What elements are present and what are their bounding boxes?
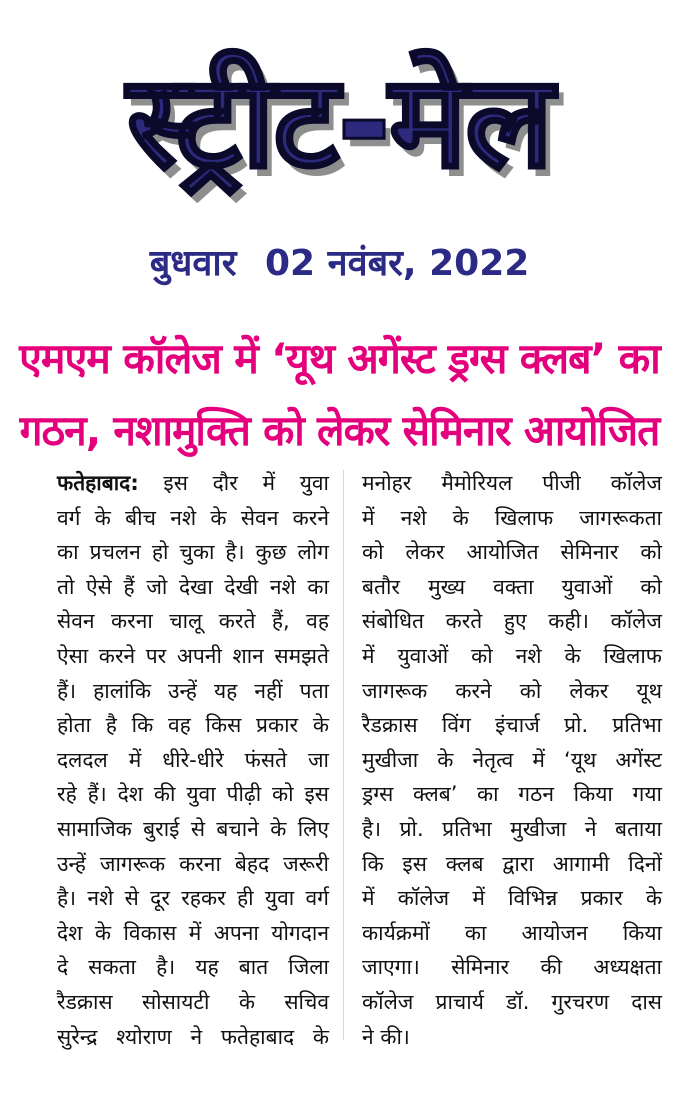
- article-line: हैं। हालांकि उन्हें यह नहीं पता: [57, 678, 329, 703]
- article-line: मुखीजा के नेतृत्व में ‘यूथ अगेंस्ट: [362, 747, 662, 772]
- article-line: सेवन करना चालू करते हैं, वह: [57, 609, 329, 634]
- masthead: [0, 28, 679, 218]
- article-line: रैडक्रास सोसायटी के सचिव: [57, 989, 329, 1014]
- article-line: कार्यक्रमों का आयोजन किया: [362, 920, 662, 945]
- article-line: सामाजिक बुराई से बचाने के लिए: [57, 816, 329, 841]
- article-line: है। नशे से दूर रहकर ही युवा वर्ग: [57, 886, 329, 911]
- article-line: उन्हें जागरूक करना बेहद जरूरी: [57, 851, 329, 876]
- article-line: सुरेन्द्र श्योराण ने फतेहाबाद के: [57, 1024, 329, 1049]
- article-line: संबोधित करते हुए कही। कॉलेज: [362, 609, 662, 634]
- article-line: ड्रग्स क्लब’ का गठन किया गया: [362, 782, 662, 807]
- article-line: होता है कि वह किस प्रकार के: [57, 713, 329, 738]
- article-line: तो ऐसे हैं जो देखा देखी नशे का: [57, 574, 329, 599]
- article-line: रैडक्रास विंग इंचार्ज प्रो. प्रतिभा: [362, 713, 662, 738]
- article-line: ने की।: [362, 1024, 410, 1049]
- masthead-title: स्ट्रीट-मेल: [127, 48, 552, 197]
- article-line: मनोहर मैमोरियल पीजी कॉलेज: [362, 471, 662, 495]
- headline-line-1: एमएम कॉलेज में ‘यूथ अगेंस्ट ड्रग्स क्लब’ का: [19, 334, 660, 383]
- article-line: में कॉलेज में विभिन्न प्रकार के: [362, 886, 662, 911]
- date-day: बुधवार: [149, 243, 237, 284]
- article-line: कि इस क्लब द्वारा आगामी दिनों: [362, 851, 662, 876]
- headline-line-2: गठन, नशामुक्ति को लेकर सेमिनार आयोजित: [19, 406, 660, 455]
- article-line: वर्ग के बीच नशे के सेवन करने: [57, 505, 329, 530]
- article-line: ऐसा करने पर अपनी शान समझते: [57, 643, 329, 668]
- article-line: में युवाओं को नशे के खिलाफ: [362, 643, 662, 668]
- article-line: रहे हैं। देश की युवा पीढ़ी को इस: [57, 782, 329, 807]
- article-column-left: [57, 466, 329, 1054]
- article-line: है। प्रो. प्रतिभा मुखीजा ने बताया: [362, 816, 662, 841]
- article-line: को लेकर आयोजित सेमिनार को: [362, 540, 662, 565]
- article-line: जाएगा। सेमिनार की अध्यक्षता: [362, 955, 662, 980]
- article-line: का प्रचलन हो चुका है। कुछ लोग: [57, 540, 329, 565]
- article-line: बतौर मुख्य वक्ता युवाओं को: [362, 574, 662, 599]
- article-line: [57, 466, 329, 501]
- article-dateline: फतेहाबाद:: [57, 471, 139, 495]
- article-line: दलदल में धीरे-धीरे फंसते जा: [57, 747, 329, 772]
- article-line: कॉलेज प्राचार्य डॉ. गुरचरण दास: [362, 989, 662, 1014]
- publication-date: [0, 236, 679, 292]
- article-line: दे सकता है। यह बात जिला: [57, 955, 329, 980]
- column-divider: [343, 470, 344, 1040]
- date-value: 02 नवंबर, 2022: [265, 243, 530, 284]
- article-line: में नशे के खिलाफ जागरूकता: [362, 505, 662, 530]
- article-line: देश के विकास में अपना योगदान: [57, 920, 329, 945]
- article-line-text: इस दौर में युवा: [163, 471, 329, 495]
- article-column-right: [362, 466, 662, 1054]
- article-line: जागरूक करने को लेकर यूथ: [362, 678, 662, 703]
